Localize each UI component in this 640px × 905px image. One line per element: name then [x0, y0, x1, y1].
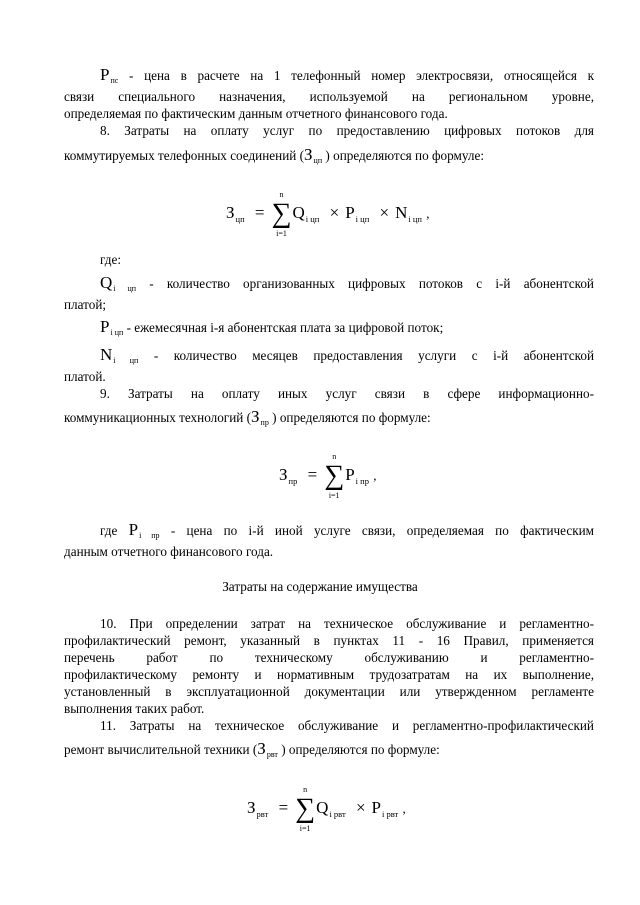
- formula1-sum-bottom: i=1: [276, 229, 287, 238]
- formula3-equals: =: [278, 797, 289, 817]
- p-ps-text: - цена в расчете на 1 телефонный номер электросвязи, относящейся к: [129, 68, 594, 83]
- item11-line1: 11. Затраты на техническое обслуживание и регламентно-профилактический: [100, 718, 594, 733]
- formula2-sum-bottom: i=1: [328, 491, 340, 500]
- sum-sign: n ∑ i=1: [271, 190, 292, 238]
- item11-text-post: ) определяются по формуле:: [281, 742, 440, 757]
- def-p2-text: - цена по i-й иной услуге связи, определяемая по фактическим: [170, 523, 595, 538]
- formula-zcp: [226, 190, 430, 238]
- item10-line3: перечень работ по техническому обслуживанию и регламентно-: [64, 650, 594, 665]
- item11-symbol: З: [257, 739, 266, 758]
- item10-line5: установленный в эксплуатационной документации или утвержденном регламенте: [64, 684, 594, 699]
- item11-line2: [64, 740, 594, 760]
- formula1-term-q: Q: [292, 202, 305, 222]
- formula2-lhs: З: [279, 464, 288, 484]
- def-p-subscript: i цп: [110, 328, 124, 337]
- p-ps-subscript: пс: [110, 76, 119, 85]
- p-ps-symbol: P: [100, 65, 110, 84]
- formula2-lhs-sub: пр: [288, 475, 298, 486]
- formula3-comma: ,: [402, 800, 406, 816]
- formula1-times-2: ×: [379, 202, 390, 222]
- formula3-sum-top: n: [303, 785, 308, 794]
- formula1-term-n-sub: i цп: [408, 213, 422, 224]
- formula1-lhs: З: [226, 202, 235, 222]
- item9-line2: [64, 408, 594, 428]
- item8-line2: [64, 146, 594, 166]
- formula-zpr: [279, 452, 377, 500]
- formula3-term-q-sub: i рвт: [329, 808, 346, 819]
- formula3-sum-bottom: i=1: [299, 824, 311, 833]
- def-q-line1: [64, 274, 594, 294]
- item10-line4: профилактическому ремонту и нормативным трудозатратам на их выполнение,: [64, 667, 594, 682]
- formula2-equals: =: [307, 464, 318, 484]
- formula3-term-p-sub: i рвт: [382, 808, 399, 819]
- formula1-lhs-sub: цп: [235, 213, 245, 224]
- def-p-line1: [64, 318, 594, 338]
- formula2-term-p: P: [345, 464, 355, 484]
- formula3-times: ×: [355, 797, 366, 817]
- p-ps-definition-line2: связи специального назначения, используемой на региональном уровне,: [64, 89, 594, 104]
- sum-sign: n ∑ i=1: [324, 452, 345, 500]
- item8-subscript: цп: [313, 156, 323, 165]
- formula3-lhs: З: [247, 797, 256, 817]
- def-n-line2: платой.: [64, 369, 106, 384]
- formula3-term-p: P: [371, 797, 382, 817]
- def-p2-where: где: [100, 523, 118, 538]
- p-ps-definition-line1: [64, 66, 594, 86]
- def-p2-line1: [64, 521, 594, 541]
- def-q-subscript: i цп: [113, 284, 137, 293]
- formula1-equals: =: [254, 202, 265, 222]
- item10-line6: выполнения таких работ.: [64, 701, 205, 716]
- formula1-times-1: ×: [329, 202, 340, 222]
- formula-zrvt: [247, 785, 406, 833]
- item10-line2: профилактический ремонт, указанный в пунктах 11 - 16 Правил, применяется: [64, 633, 594, 648]
- formula1-term-p-sub: i цп: [355, 213, 370, 224]
- item8-line1: 8. Затраты на оплату услуг по предоставлению цифровых потоков для: [100, 123, 594, 138]
- formula2-sum-top: n: [332, 452, 337, 461]
- formula2-term-p-sub: i пр: [355, 475, 369, 486]
- formula3-term-q: Q: [316, 797, 329, 817]
- formula1-comma: ,: [426, 205, 430, 221]
- item8-symbol: З: [304, 145, 313, 164]
- formula1-term-n: N: [395, 202, 408, 222]
- item8-text-post: ) определяются по формуле:: [325, 148, 484, 163]
- item11-subscript: рвт: [266, 750, 278, 759]
- def-p2-subscript: i пр: [139, 531, 160, 540]
- def-n-line1: [64, 346, 594, 366]
- item9-text-pre: коммуникационных технологий (: [64, 410, 252, 425]
- item9-subscript: пр: [260, 418, 269, 427]
- def-n-text: - количество месяцев предоставления услуги с i-й абонентской: [153, 348, 594, 363]
- formula1-sum-top: n: [279, 190, 284, 199]
- formula1-term-q-sub: i цп: [305, 213, 320, 224]
- def-q-symbol: Q: [100, 273, 113, 292]
- def-p2-line2: данным отчетного финансового года.: [64, 544, 274, 559]
- item8-text-pre: коммутируемых телефонных соединений (: [64, 148, 305, 163]
- p-ps-definition-line3: определяемая по фактическим данным отчетного финансового года.: [64, 106, 448, 121]
- def-n-symbol: N: [100, 345, 113, 364]
- formula1-term-p: P: [345, 202, 355, 222]
- item11-text-pre: ремонт вычислительной техники (: [64, 742, 258, 757]
- def-p-symbol: P: [100, 317, 110, 336]
- def-p-text: - ежемесячная i-я абонентская плата за цифровой поток;: [126, 320, 444, 335]
- def-q-text: - количество организованных цифровых потоков с i-й абонентской: [149, 276, 594, 291]
- item10-line1: 10. При определении затрат на техническое обслуживание и регламентно-: [100, 616, 594, 631]
- formula3-lhs-sub: рвт: [256, 808, 269, 819]
- where-label-1: где:: [100, 252, 121, 267]
- item9-symbol: З: [251, 407, 260, 426]
- item9-line1: 9. Затраты на оплату иных услуг связи в сфере информационно-: [100, 386, 594, 401]
- item9-text-post: ) определяются по формуле:: [272, 410, 431, 425]
- def-p2-symbol: P: [128, 520, 139, 539]
- formula2-comma: ,: [373, 467, 377, 483]
- sum-sign: n ∑ i=1: [295, 785, 316, 833]
- section-heading: Затраты на содержание имущества: [222, 579, 418, 594]
- def-n-subscript: i цп: [113, 356, 139, 365]
- def-q-line2: платой;: [64, 297, 107, 312]
